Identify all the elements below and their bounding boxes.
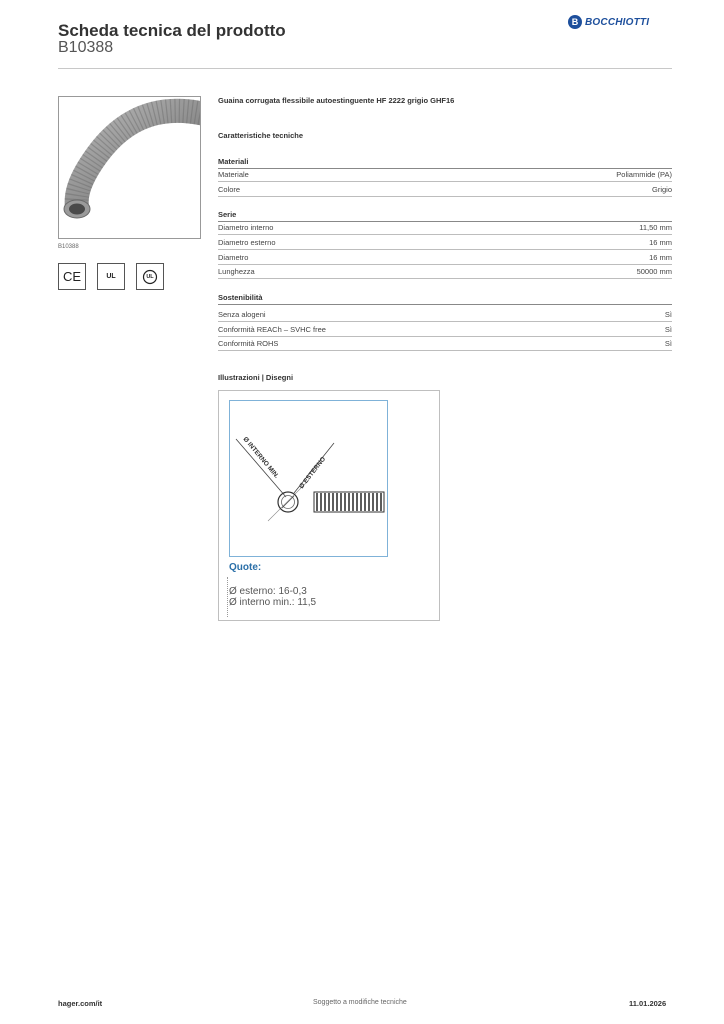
- ul-listed-icon: [97, 263, 125, 290]
- ce-mark-icon: CE: [58, 263, 86, 290]
- corrugated-tube-side-view: [314, 492, 384, 512]
- quote-outer-diameter: Ø esterno: 16-0,3: [229, 586, 307, 597]
- product-image: [58, 96, 201, 239]
- product-description: Guaina corrugata flessibile autoestinguente HF 2222 grigio GHF16: [218, 96, 455, 105]
- footer-site-link[interactable]: hager.com/it: [58, 999, 103, 1008]
- spec-label: Conformità ROHS: [218, 339, 279, 348]
- technical-drawing: [218, 390, 440, 621]
- footer-date: 11.01.2026: [629, 999, 667, 1008]
- spec-value: Poliammide (PA): [616, 170, 672, 179]
- spec-value: Sì: [664, 325, 672, 334]
- ul-recognized-text: UL: [146, 273, 154, 280]
- spec-label: Diametro interno: [218, 223, 274, 232]
- spec-label: Colore: [218, 185, 241, 194]
- ul-recognized-icon: [136, 263, 164, 290]
- label-inner-diameter: Ø INTERNO MIN.: [241, 435, 281, 480]
- page-title: Scheda tecnica del prodotto: [58, 21, 286, 40]
- spec-value: 50000 mm: [636, 267, 672, 276]
- spec-value: Grigio: [651, 185, 672, 194]
- spec-label: Senza alogeni: [218, 310, 266, 319]
- spec-row: [218, 183, 672, 197]
- quote-inner-diameter: Ø interno min.: 11,5: [229, 597, 317, 608]
- group-title-serie: Serie: [218, 210, 672, 222]
- drawing-frame: [229, 400, 388, 557]
- spec-value: 16 mm: [649, 238, 672, 247]
- product-image-caption: B10388: [58, 244, 79, 250]
- dotted-guide: [227, 577, 228, 617]
- spec-row: [218, 168, 672, 182]
- quote-title: Quote:: [229, 562, 262, 573]
- logo-text: BOCCHIOTTI: [585, 16, 650, 28]
- footer-note: Soggetto a modifiche tecniche: [313, 999, 407, 1006]
- spec-value: 11,50 mm: [639, 223, 672, 232]
- spec-row: [218, 251, 672, 265]
- spec-row: [218, 265, 672, 279]
- spec-row: [218, 308, 672, 322]
- section-title-illustrations: Illustrazioni | Disegni: [218, 373, 294, 382]
- spec-row: [218, 337, 672, 351]
- ul-listed-text: UL: [106, 273, 116, 280]
- section-title-specs: Caratteristiche tecniche: [218, 131, 304, 140]
- header-divider: [58, 68, 672, 69]
- spec-value: Sì: [664, 339, 672, 348]
- spec-value: 16 mm: [649, 253, 672, 262]
- spec-value: Sì: [664, 310, 672, 319]
- spec-label: Diametro: [218, 253, 249, 262]
- spec-row: [218, 221, 672, 235]
- brand-logo: [568, 15, 649, 29]
- spec-row: [218, 236, 672, 250]
- spec-label: Materiale: [218, 170, 249, 179]
- logo-mark-icon: B: [568, 15, 582, 29]
- spec-label: Conformità REACh – SVHC free: [218, 325, 326, 334]
- spec-label: Lunghezza: [218, 267, 255, 276]
- group-title-sostenibilita: Sostenibilità: [218, 293, 672, 305]
- product-code: B10388: [58, 39, 114, 56]
- spec-label: Diametro esterno: [218, 238, 276, 247]
- group-title-materiali: Materiali: [218, 157, 672, 169]
- spec-row: [218, 323, 672, 337]
- label-outer-diameter: Ø ESTERNO: [298, 455, 328, 491]
